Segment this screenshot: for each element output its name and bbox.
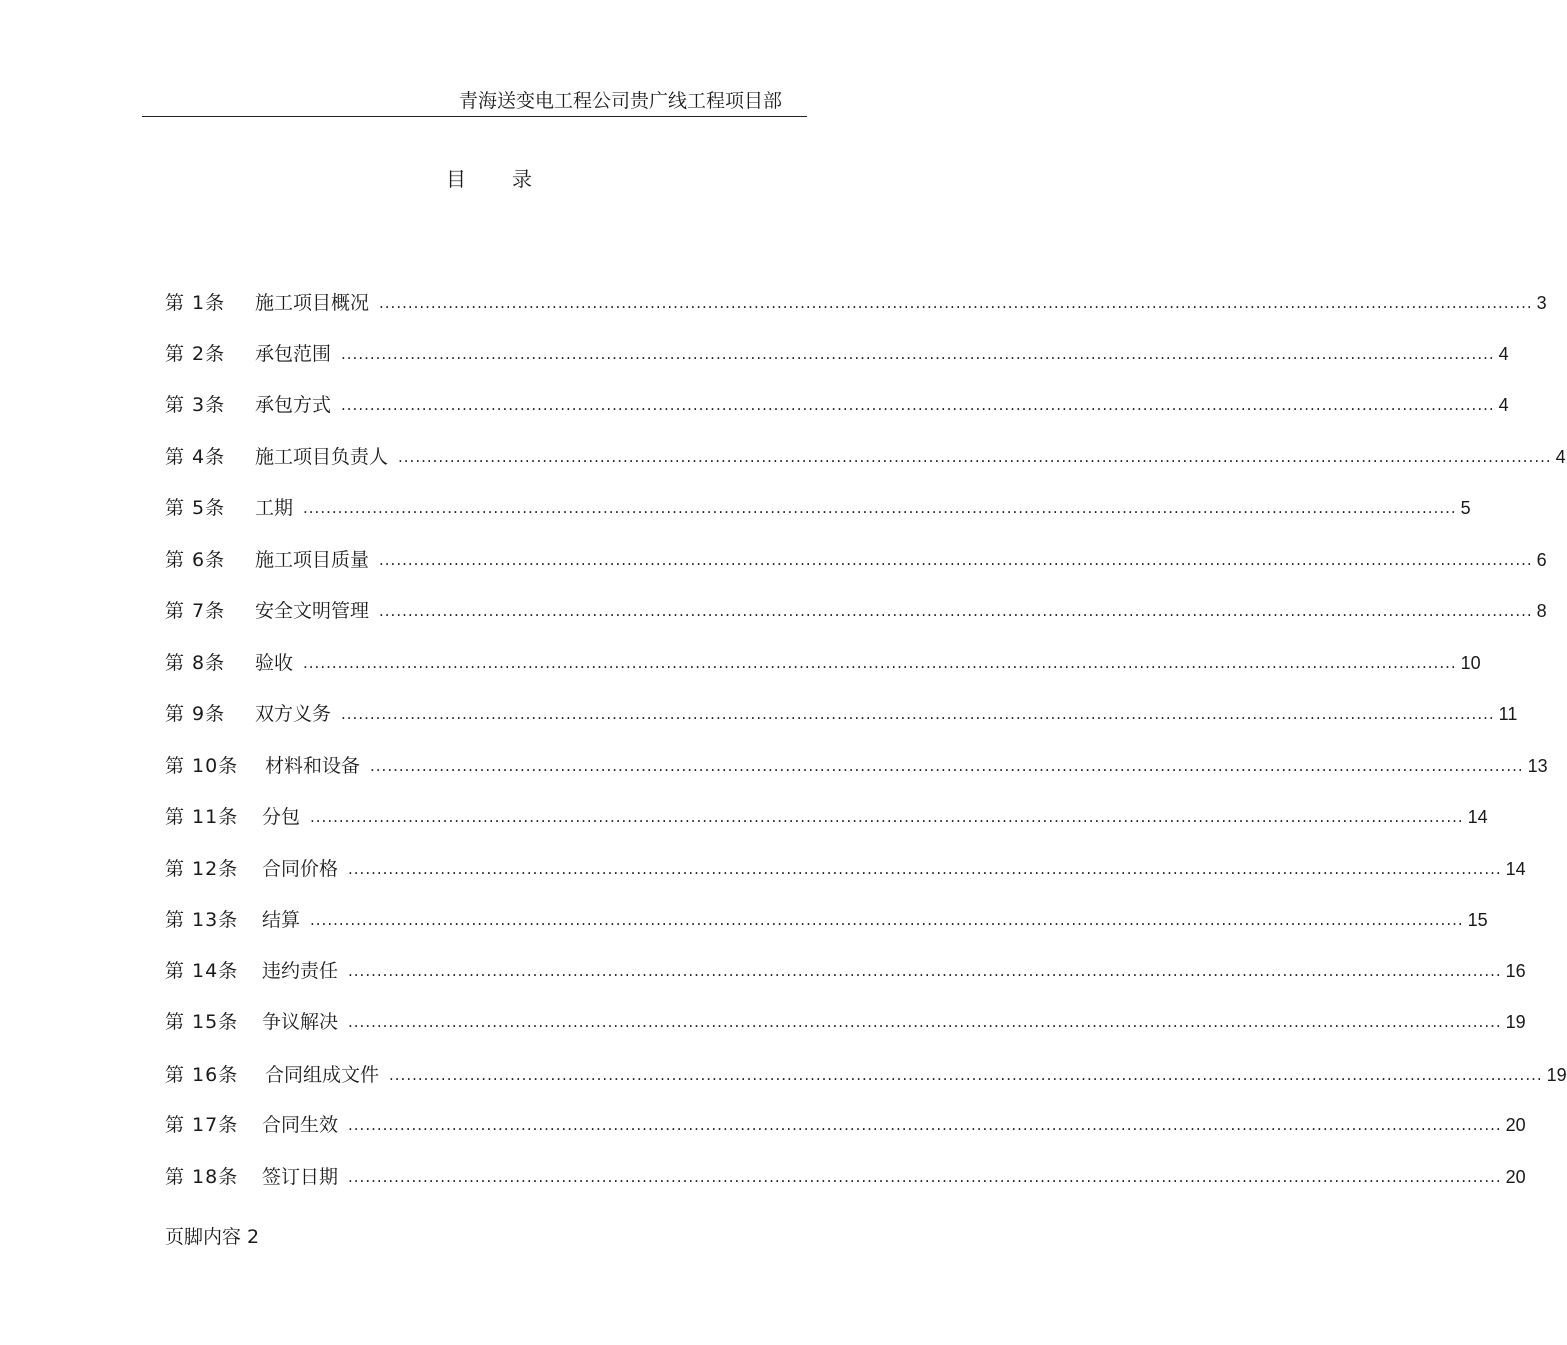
toc-entry-label: 承包方式: [255, 394, 332, 416]
toc-entry-label: 争议解决: [262, 1011, 339, 1033]
page-footer: 页脚内容 2: [165, 1226, 260, 1248]
toc-entry-label: 合同生效: [262, 1114, 339, 1136]
toc-leader-dots: ........................................................................................................................................................................................................: [303, 654, 1457, 672]
toc-entry[interactable]: [165, 494, 1471, 522]
toc-entry[interactable]: [165, 289, 1547, 317]
toc-leader-dots: ........................................................................................................................................................................................................: [348, 1116, 1502, 1134]
toc-entry-label: 材料和设备: [265, 755, 361, 777]
toc-entry-number: 第 5条: [165, 497, 226, 519]
toc-title: 目录: [446, 167, 578, 191]
toc-entry[interactable]: [165, 700, 1518, 728]
toc-leader-dots: ........................................................................................................................................................................................................: [310, 911, 1464, 929]
toc-entry-number: 第 10条: [165, 755, 239, 777]
toc-entry-number: 第 16条: [165, 1064, 239, 1086]
toc-leader-dots: ........................................................................................................................................................................................................: [341, 396, 1495, 414]
toc-leader-dots: ........................................................................................................................................................................................................: [348, 860, 1502, 878]
toc-entry-page: 3: [1536, 293, 1547, 313]
toc-entry-number: 第 17条: [165, 1114, 239, 1136]
toc-entry-number: 第 1条: [165, 292, 226, 314]
toc-entry-number: 第 15条: [165, 1011, 239, 1033]
toc-entry-page: 15: [1467, 910, 1488, 930]
toc-entry[interactable]: [165, 597, 1547, 625]
toc-leader-dots: ........................................................................................................................................................................................................: [341, 345, 1495, 363]
toc-entry-label: 承包范围: [255, 343, 332, 365]
toc-entry[interactable]: [165, 649, 1481, 677]
toc-entry-page: 14: [1467, 807, 1488, 827]
toc-entry-page: 20: [1505, 1115, 1526, 1135]
toc-entry-page: 4: [1498, 344, 1509, 364]
toc-entry[interactable]: [165, 1061, 1567, 1089]
toc-leader-dots: ........................................................................................................................................................................................................: [370, 757, 1524, 775]
toc-entry-page: 20: [1505, 1167, 1526, 1187]
toc-entry-number: 第 8条: [165, 652, 226, 674]
toc-leader-dots: ........................................................................................................................................................................................................: [348, 962, 1502, 980]
toc-entry-number: 第 14条: [165, 960, 239, 982]
toc-entry-page: 4: [1555, 447, 1566, 467]
toc-leader-dots: ........................................................................................................................................................................................................: [348, 1168, 1502, 1186]
toc-entry-page: 10: [1460, 653, 1481, 673]
toc-entry[interactable]: [165, 340, 1509, 368]
toc-entry-number: 第 4条: [165, 446, 226, 468]
toc-entry-page: 16: [1505, 961, 1526, 981]
toc-entry-label: 验收: [255, 652, 294, 674]
toc-entry-label: 合同价格: [262, 858, 339, 880]
page-header-title: 青海送变电工程公司贵广线工程项目部: [458, 90, 782, 112]
toc-entry-label: 双方义务: [255, 703, 332, 725]
toc-entry-label: 工期: [255, 497, 294, 519]
toc-entry[interactable]: [165, 906, 1488, 934]
toc-entry-number: 第 3条: [165, 394, 226, 416]
toc-entry-number: 第 2条: [165, 343, 226, 365]
toc-entry-number: 第 11条: [165, 806, 239, 828]
toc-entry-number: 第 7条: [165, 600, 226, 622]
toc-entry[interactable]: [165, 1163, 1526, 1191]
toc-entry[interactable]: [165, 752, 1548, 780]
toc-entry[interactable]: [165, 546, 1547, 574]
toc-leader-dots: ........................................................................................................................................................................................................: [398, 448, 1552, 466]
toc-entry-page: 8: [1536, 601, 1547, 621]
toc-entry-label: 合同组成文件: [265, 1064, 380, 1086]
toc-entry-label: 分包: [262, 806, 301, 828]
toc-entry[interactable]: [165, 391, 1509, 419]
toc-leader-dots: ........................................................................................................................................................................................................: [379, 551, 1533, 569]
toc-entry-page: 19: [1505, 1012, 1526, 1032]
toc-entry-page: 4: [1498, 395, 1509, 415]
toc-entry-page: 13: [1527, 756, 1548, 776]
toc-entry[interactable]: [165, 443, 1566, 471]
toc-entry-page: 11: [1498, 704, 1518, 724]
toc-entry-label: 施工项目质量: [255, 549, 370, 571]
toc-entry-number: 第 9条: [165, 703, 226, 725]
toc-entry-page: 5: [1460, 498, 1471, 518]
toc-leader-dots: ........................................................................................................................................................................................................: [341, 705, 1495, 723]
toc-entry-page: 19: [1546, 1065, 1567, 1085]
toc-entry-page: 14: [1505, 859, 1526, 879]
toc-entry-number: 第 6条: [165, 549, 226, 571]
toc-entry-number: 第 18条: [165, 1166, 239, 1188]
toc-entry-number: 第 12条: [165, 858, 239, 880]
toc-entry-label: 结算: [262, 909, 301, 931]
toc-entry-label: 安全文明管理: [255, 600, 370, 622]
toc-entry[interactable]: [165, 855, 1526, 883]
toc-leader-dots: ........................................................................................................................................................................................................: [310, 808, 1464, 826]
toc-leader-dots: ........................................................................................................................................................................................................: [379, 294, 1533, 312]
toc-entry[interactable]: [165, 957, 1526, 985]
toc-entry-page: 6: [1536, 550, 1547, 570]
toc-entry[interactable]: [165, 1008, 1526, 1036]
toc-entry-number: 第 13条: [165, 909, 239, 931]
toc-entry-label: 施工项目概况: [255, 292, 370, 314]
toc-leader-dots: ........................................................................................................................................................................................................: [379, 602, 1533, 620]
toc-entry[interactable]: [165, 803, 1488, 831]
toc-entry-label: 施工项目负责人: [255, 446, 389, 468]
toc-entry-label: 签订日期: [262, 1166, 339, 1188]
toc-entry[interactable]: [165, 1111, 1526, 1139]
toc-leader-dots: ........................................................................................................................................................................................................: [389, 1066, 1543, 1084]
toc-leader-dots: ........................................................................................................................................................................................................: [348, 1013, 1502, 1031]
toc-leader-dots: ........................................................................................................................................................................................................: [303, 499, 1457, 517]
toc-entry-label: 违约责任: [262, 960, 339, 982]
